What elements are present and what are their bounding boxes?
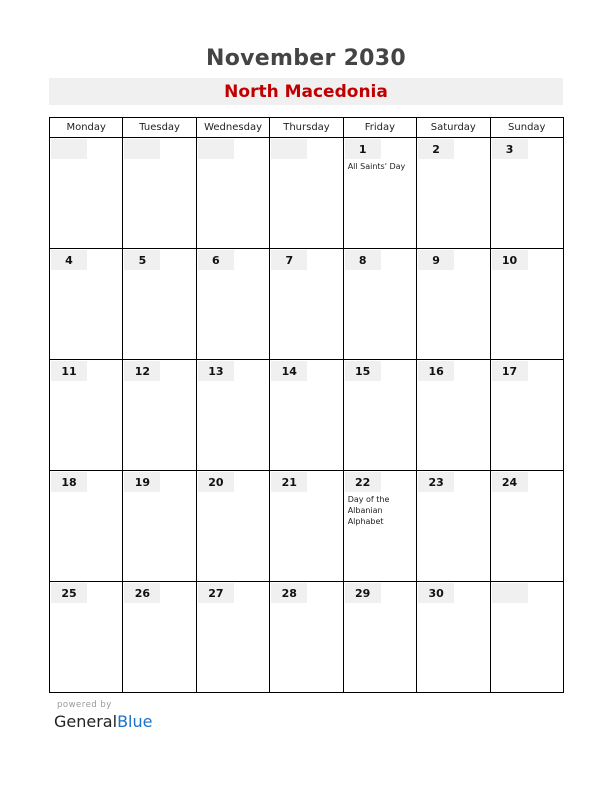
day-number: 21 — [271, 472, 307, 492]
day-number: 11 — [51, 361, 87, 381]
day-cell — [490, 138, 563, 249]
country-banner — [49, 78, 563, 105]
day-number — [198, 139, 234, 159]
generalblue-logo[interactable] — [54, 712, 152, 731]
day-cell — [343, 582, 416, 693]
day-cell — [343, 249, 416, 360]
weekday-header-row — [50, 118, 564, 138]
day-number: 17 — [492, 361, 528, 381]
weekday-header: Wednesday — [196, 118, 269, 138]
day-number — [51, 139, 87, 159]
day-cell — [123, 360, 196, 471]
brand-general-text: General — [54, 712, 118, 731]
week-row — [50, 582, 564, 693]
weekday-header: Sunday — [490, 118, 563, 138]
day-cell — [417, 582, 490, 693]
day-number: 25 — [51, 583, 87, 603]
day-number: 23 — [418, 472, 454, 492]
day-number: 7 — [271, 250, 307, 270]
weekday-header: Saturday — [417, 118, 490, 138]
day-number — [492, 583, 528, 603]
day-number: 24 — [492, 472, 528, 492]
day-number: 5 — [124, 250, 160, 270]
day-cell — [343, 360, 416, 471]
week-row — [50, 471, 564, 582]
day-cell — [50, 582, 123, 693]
powered-by-text: powered by — [57, 700, 112, 710]
day-number: 10 — [492, 250, 528, 270]
day-cell — [196, 360, 269, 471]
day-cell — [270, 138, 343, 249]
day-cell — [270, 582, 343, 693]
day-cell — [123, 471, 196, 582]
day-number: 13 — [198, 361, 234, 381]
day-number: 9 — [418, 250, 454, 270]
day-number: 30 — [418, 583, 454, 603]
day-number: 16 — [418, 361, 454, 381]
brand-blue-text: Blue — [117, 712, 153, 731]
week-row — [50, 138, 564, 249]
day-number: 20 — [198, 472, 234, 492]
day-cell — [196, 582, 269, 693]
day-number: 4 — [51, 250, 87, 270]
day-cell — [343, 471, 416, 582]
day-cell — [490, 249, 563, 360]
day-cell — [50, 471, 123, 582]
day-cell — [50, 360, 123, 471]
day-cell — [50, 249, 123, 360]
day-cell — [417, 249, 490, 360]
weekday-header: Friday — [343, 118, 416, 138]
holiday-label: All Saints' Day — [347, 162, 406, 171]
day-number — [271, 139, 307, 159]
day-number: 28 — [271, 583, 307, 603]
page-title: November 2030 — [205, 46, 407, 71]
day-number: 2 — [418, 139, 454, 159]
week-row — [50, 360, 564, 471]
calendar-grid — [49, 117, 564, 693]
day-cell — [270, 249, 343, 360]
day-number: 19 — [124, 472, 160, 492]
day-cell — [50, 138, 123, 249]
day-cell — [343, 138, 416, 249]
day-cell — [417, 471, 490, 582]
day-cell — [123, 138, 196, 249]
day-cell — [417, 138, 490, 249]
day-number: 27 — [198, 583, 234, 603]
weekday-header: Tuesday — [123, 118, 196, 138]
day-number: 6 — [198, 250, 234, 270]
day-cell — [196, 138, 269, 249]
week-row — [50, 249, 564, 360]
day-cell — [490, 360, 563, 471]
day-cell — [196, 249, 269, 360]
weekday-header: Thursday — [270, 118, 343, 138]
holiday-label: Day of the Albanian Alphabet — [347, 495, 390, 526]
day-number: 1 — [345, 139, 381, 159]
day-cell — [417, 360, 490, 471]
day-number: 18 — [51, 472, 87, 492]
day-cell — [196, 471, 269, 582]
day-number: 3 — [492, 139, 528, 159]
day-number: 15 — [345, 361, 381, 381]
day-number: 29 — [345, 583, 381, 603]
day-number: 14 — [271, 361, 307, 381]
day-cell — [490, 582, 563, 693]
day-number: 12 — [124, 361, 160, 381]
day-cell — [490, 471, 563, 582]
day-cell — [270, 471, 343, 582]
day-cell — [123, 249, 196, 360]
day-number: 26 — [124, 583, 160, 603]
weekday-header: Monday — [50, 118, 123, 138]
country-name: North Macedonia — [224, 82, 388, 102]
day-number — [124, 139, 160, 159]
day-number: 8 — [345, 250, 381, 270]
day-cell — [123, 582, 196, 693]
day-number: 22 — [345, 472, 381, 492]
day-cell — [270, 360, 343, 471]
